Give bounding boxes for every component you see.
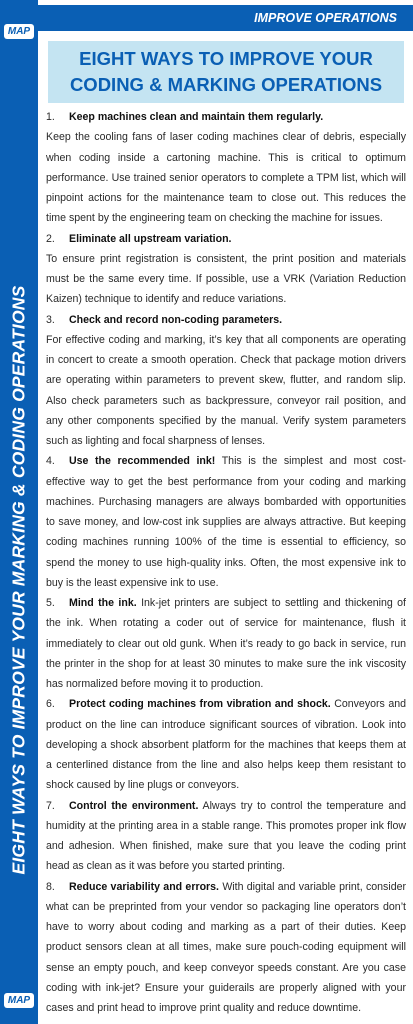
article-body [46, 107, 406, 1018]
item-3-heading: Check and record non-coding parameters. [69, 313, 283, 326]
sidebar [0, 0, 38, 1024]
section-label: IMPROVE OPERATIONS [254, 11, 397, 25]
item-7-paragraph [46, 796, 406, 877]
item-5-heading: Mind the ink. [69, 597, 137, 609]
item-8-heading: Reduce variability and errors. [69, 880, 220, 893]
item-6-number: 6. [46, 698, 55, 711]
item-4-body: This is the simplest and most cost-effective way to get the best performance from your coding and marking machines. Purchasing managers are always bombarded with opportunities to save money, and low-cost ink supplies are always attractive. But keeping coding machines running 100% of the time is essential to efficiency, so spend the money to use high-quality inks. Often, the most expensive ink to buy is the least expensive ink to use. [46, 455, 406, 589]
item-4-heading: Use the recommended ink! [69, 455, 216, 468]
item-8-body: With digital and variable print, consider what can be preprinted from your vendor so packaging line operators don’t have to worry about coding and marking as a part of their duties. Keep product sensors clean at all times, make sure pouch-coding equipment will sense an empty pouch, and keep conveyor speeds constant. Are you case coding with ink-jet? Ensure your guiderails are properly aligned with your cases and print head to improve print quality and reduce downtime. [46, 880, 406, 1014]
vertical-title: EIGHT WAYS TO IMPROVE YOUR MARKING & CODING OPERATIONS [8, 285, 29, 875]
item-3-body: For effective coding and marking, it’s key that all components are operating in concert to create a smooth operation. Check that package motion drivers are operating within parameters to prevent skew, flutter, and random slip. Also check parameters such as backpressure, conveyor rail position, and any other components specified by the manual. Verify system parameters such as lighting and focal sharpness of lenses. [46, 333, 406, 447]
item-6-heading: Protect coding machines from vibration and shock. [69, 698, 331, 711]
item-2-heading-line [46, 229, 406, 249]
item-2-body: To ensure print registration is consistent, the print position and materials must be the same every time. If possible, use a VRK (Variation Reduction Kaizen) technique to identify and reduce variations. [46, 252, 406, 306]
item-6-body: Conveyors and product on the line can introduce significant sources of vibration. Look into developing a shock absorbent platform for the machines that keeps them at a centerlined distance from the line and also helps keep them resistant to shock caused by line plugs or conveyors. [46, 698, 407, 792]
page-title-line-1: EIGHT WAYS TO IMPROVE YOUR [79, 48, 373, 69]
item-2-number: 2. [46, 232, 55, 245]
item-1-heading-line [46, 107, 406, 127]
item-7-heading: Control the environment. [69, 799, 199, 812]
item-1-body: Keep the cooling fans of laser coding machines clear of debris, especially when coding inside a cartoning machine. This is critical to optimum performance. Use trained senior operators to complete a TPM list, which will pinpoint actions for the maintenance team to close out. This reduces the time spent by the engineering team on checking the machine for issues. [46, 131, 406, 225]
item-4-paragraph [46, 451, 406, 593]
item-3-heading-line [46, 310, 406, 330]
item-1-heading: Keep machines clean and maintain them regularly. [69, 111, 324, 123]
item-7-number: 7. [46, 799, 55, 812]
item-3-number: 3. [46, 313, 55, 326]
item-5-paragraph [46, 593, 406, 694]
map-logo-top: MAP [4, 24, 34, 39]
page-title-line-2: CODING & MARKING OPERATIONS [69, 74, 383, 95]
title-box [48, 41, 404, 103]
item-8-paragraph [46, 877, 406, 1019]
item-4-number: 4. [46, 455, 55, 468]
item-8-number: 8. [46, 880, 55, 893]
item-7-body: Always try to control the temperature and humidity at the printing area in a stable range. This promotes proper ink flow and adhesion. When finished, make sure that you leave the coding print head as clean as it was before you started printing. [46, 799, 406, 873]
item-5-body: Ink-jet printers are subject to settling and thickening of the ink. When rotating a coder out of service for maintenance, flush it immediately to clear out old gunk. When it’s ready to go back in service, run the printer in the shop for at least 30 minutes to make sure the ink viscosity has normalized before moving it to production. [46, 597, 406, 690]
section-header [38, 5, 413, 31]
item-5-number: 5. [46, 597, 55, 609]
item-2-heading: Eliminate all upstream variation. [69, 232, 232, 245]
item-6-paragraph [46, 694, 406, 795]
map-logo-bottom: MAP [4, 993, 34, 1008]
item-1-number: 1. [46, 111, 55, 123]
